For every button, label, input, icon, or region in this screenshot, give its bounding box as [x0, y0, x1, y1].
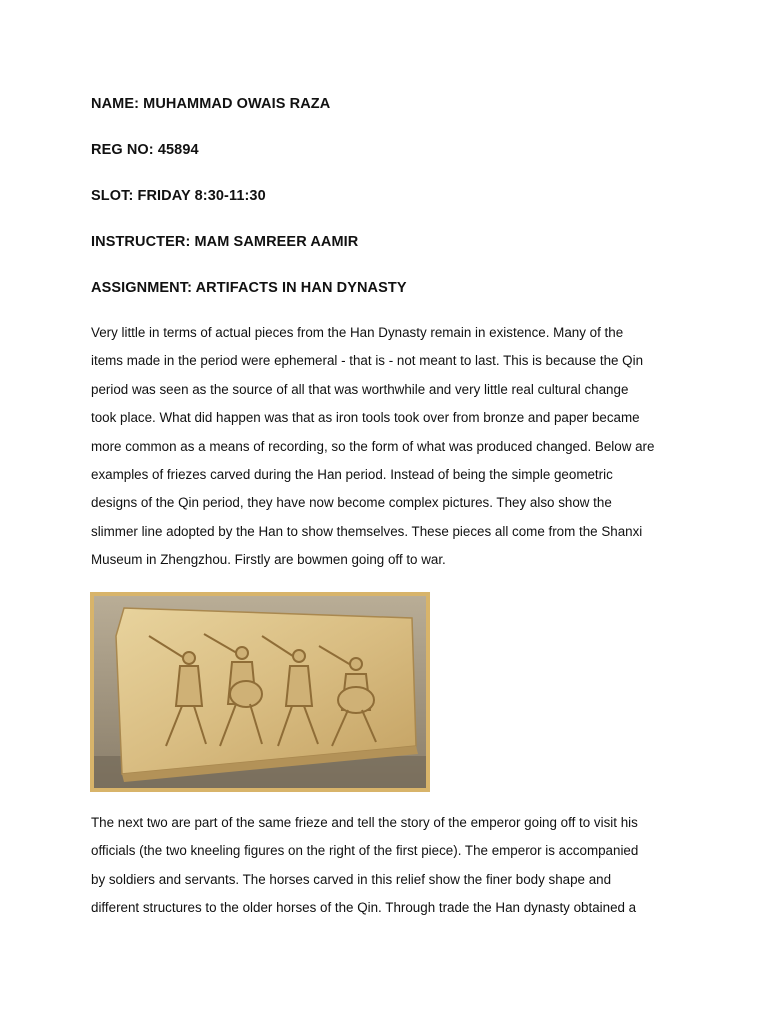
paragraph-line: items made in the period were ephemeral - that is - not meant to last. This is because the Qin	[91, 353, 644, 369]
assignment-title: ASSIGNMENT: ARTIFACTS IN HAN DYNASTY	[91, 280, 407, 296]
paragraph-line: period was seen as the source of all that was worthwhile and very little real cultural change	[91, 381, 629, 397]
instructor-name: INSTRUCTER: MAM SAMREER AAMIR	[91, 234, 359, 250]
stone-slab	[116, 608, 416, 774]
paragraph-line: Museum in Zhengzhou. Firstly are bowmen going off to war.	[91, 552, 446, 568]
paragraph-line: more common as a means of recording, so the form of what was produced changed. Below are	[91, 438, 655, 454]
frieze-bowmen-image	[90, 592, 430, 792]
intro-paragraph	[91, 319, 681, 575]
paragraph-line: different structures to the older horses of the Qin. Through trade the Han dynasty obtained a	[91, 900, 637, 916]
paragraph-line: examples of friezes carved during the Han period. Instead of being the simple geometric	[91, 467, 613, 483]
paragraph-line: Very little in terms of actual pieces from the Han Dynasty remain in existence. Many of the	[91, 325, 624, 340]
paragraph-line: officials (the two kneeling figures on the right of the first piece). The emperor is accompanied	[91, 843, 639, 859]
frieze-illustration	[94, 596, 426, 788]
paragraph-line: designs of the Qin period, they have now become complex pictures. They also show the	[91, 495, 612, 511]
second-paragraph	[91, 809, 681, 923]
paragraph-line: by soldiers and servants. The horses carved in this relief show the finer body shape and	[91, 871, 612, 887]
paragraph-line: slimmer line adopted by the Han to show themselves. These pieces all come from the Shanxi	[91, 523, 643, 539]
class-slot: SLOT: FRIDAY 8:30-11:30	[91, 188, 266, 204]
registration-number: REG NO: 45894	[91, 142, 199, 158]
paragraph-line: The next two are part of the same frieze and tell the story of the emperor going off to visit his	[91, 815, 638, 830]
student-name: NAME: MUHAMMAD OWAIS RAZA	[91, 96, 331, 112]
paragraph-line: took place. What did happen was that as iron tools took over from bronze and paper became	[91, 410, 640, 426]
